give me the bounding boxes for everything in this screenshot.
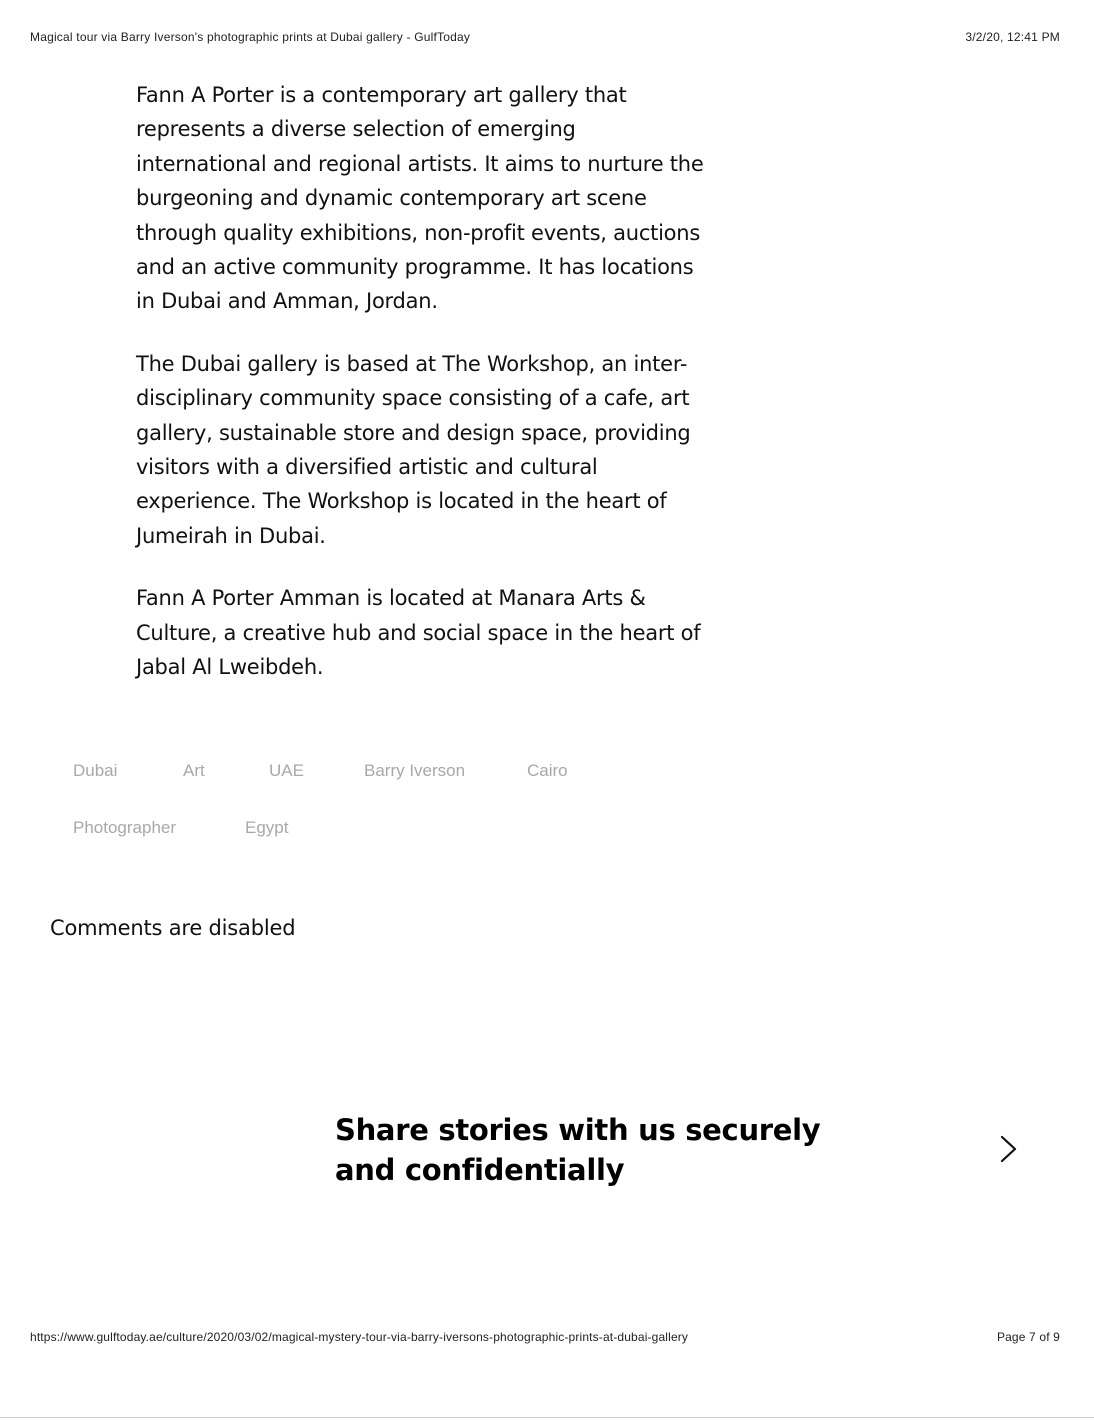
page-divider	[0, 1417, 1094, 1418]
tag-uae[interactable]: UAE	[269, 761, 304, 780]
chevron-right-icon[interactable]	[998, 1134, 1020, 1164]
tag-row	[73, 815, 773, 841]
article-paragraph: The Dubai gallery is based at The Workshop, an inter-disciplinary community space consisting of a cafe, art gallery, sustainable store and design space, providing visitors with a diversified artistic and cultural experience. The Workshop is located in the heart of Jumeirah in Dubai.	[136, 351, 691, 548]
print-footer	[30, 1330, 1060, 1346]
tag-list	[73, 758, 773, 872]
article-body	[136, 78, 706, 713]
tag-egypt[interactable]: Egypt	[245, 818, 289, 837]
tag-barry-iverson[interactable]: Barry Iverson	[364, 761, 466, 780]
print-datetime: 3/2/20, 12:41 PM	[965, 30, 1060, 44]
tag-photographer[interactable]: Photographer	[73, 818, 177, 837]
article-paragraph: Fann A Porter is a contemporary art gallery that represents a diverse selection of emerging international and regional artists. It aims to nurture the burgeoning and dynamic contemporary art scene through quality exhibitions, non-profit events, auctions and an active community programme. It has locations in Dubai and Amman, Jordan.	[136, 83, 704, 314]
tag-art[interactable]: Art	[183, 761, 205, 780]
article-paragraph: Fann A Porter Amman is located at Manara Arts & Culture, a creative hub and social space in the heart of Jabal Al Lweibdeh.	[136, 586, 701, 680]
tag-row	[73, 758, 773, 784]
page-number: Page 7 of 9	[996, 1330, 1060, 1344]
share-stories-link[interactable]: Share stories with us securely and confidentially	[335, 1113, 821, 1187]
print-header	[30, 30, 1060, 46]
tag-dubai[interactable]: Dubai	[73, 761, 118, 780]
comments-status: Comments are disabled	[50, 916, 296, 940]
tag-cairo[interactable]: Cairo	[527, 761, 568, 780]
page-url: https://www.gulftoday.ae/culture/2020/03/02/magical-mystery-tour-via-barry-iversons-photographic-prints-at-dubai-gallery	[30, 1330, 689, 1344]
page-title: Magical tour via Barry Iverson's photographic prints at Dubai gallery - GulfToday	[30, 30, 471, 44]
